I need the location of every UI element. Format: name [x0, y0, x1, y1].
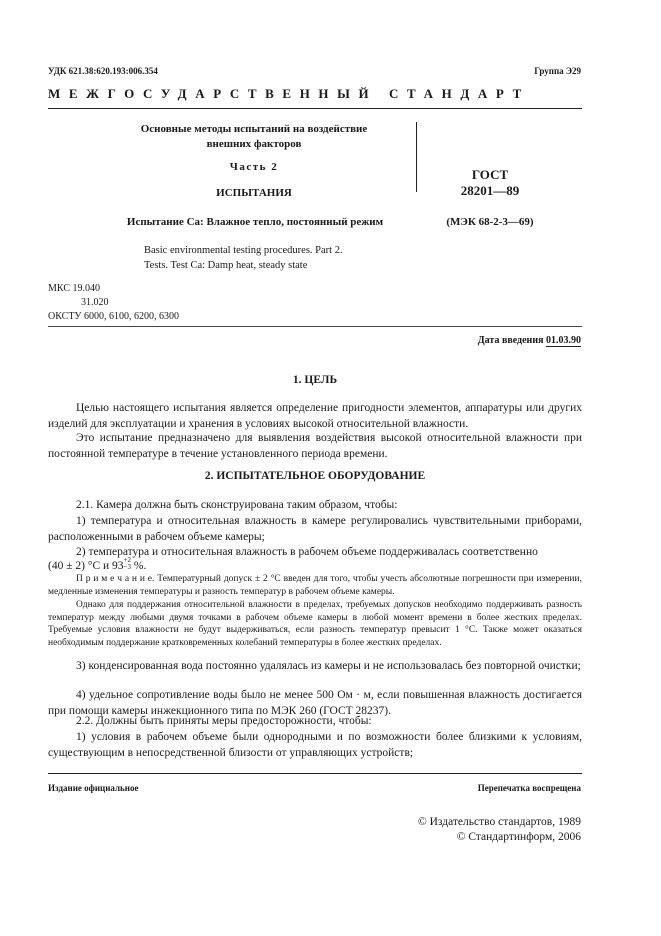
- tests-label: ИСПЫТАНИЯ: [216, 187, 292, 199]
- standard-title: [48, 86, 530, 102]
- clause-2-2: 2.2. Должны быть приняты меры предосторожности, чтобы:: [76, 715, 372, 727]
- title-main: [134, 122, 374, 152]
- copyright-line-2: © Стандартинформ, 2006: [456, 831, 581, 843]
- iec-number: (МЭК 68-2-3—69): [446, 216, 534, 228]
- codes-divider: [48, 326, 582, 327]
- test-ca-label: Испытание Са: Влажное тепло, постоянный режим: [126, 216, 384, 228]
- copyright-line-1: © Издательство стандартов, 1989: [417, 816, 581, 828]
- intro-date: [478, 335, 581, 346]
- humidity-tolerance: [124, 557, 131, 571]
- title-vertical-divider: [416, 122, 417, 192]
- standard-title-text: МЕЖГОСУДАРСТВЕННЫЙ СТАНДАРТ: [48, 86, 530, 101]
- english-title-line-1: Basic environmental testing procedures. Part 2.: [144, 245, 343, 256]
- title-line-2: внешних факторов: [206, 138, 302, 150]
- header-divider: [48, 108, 582, 109]
- humidity-tolerance-minus: −3: [123, 563, 131, 572]
- note-text-1: Температурный допуск ± 2 °С введен для того, чтобы учесть абсолютные погрешности при измерении, медленные изменения температуры и разность температур в рабочем объеме камеры.: [48, 574, 582, 597]
- note-paragraph-1: [48, 573, 582, 598]
- title-line-1: Основные методы испытаний на воздействие: [140, 123, 368, 135]
- clause-2-1-item-3: 3) конденсированная вода постоянно удалялась из камеры и не использовалась без повторной очистки;: [76, 660, 581, 672]
- section-1-heading: 1. ЦЕЛЬ: [292, 374, 338, 386]
- item-2-value-post: %.: [130, 560, 147, 572]
- clause-2-1: 2.1. Камера должна быть сконструирована таким образом, чтобы:: [76, 499, 398, 511]
- group-code: Группа Э29: [534, 66, 581, 76]
- intro-date-label: Дата введения: [477, 335, 546, 346]
- mks-line-2: 31.020: [81, 297, 109, 308]
- clause-2-2-item-1: 1) условия в рабочем объеме были однородными и по возможности более близкими к условиям, существующим в непосредственной близости от управляющих устройств;: [48, 731, 582, 759]
- copyright-block: [418, 815, 581, 845]
- item-2-value-pre: (40 ± 2) °С и 93: [48, 560, 124, 572]
- note-label: П р и м е ч а н и е.: [76, 574, 155, 584]
- clause-2-1-item-4: 4) удельное сопротивление воды было не менее 500 Ом · м, если повышенная влажность достигается при помощи камеры инжекционного типа по МЭК 260 (ГОСТ 28237).: [48, 689, 582, 717]
- gost-block: [430, 167, 550, 199]
- gost-label: ГОСТ: [471, 167, 509, 182]
- intro-date-value: 01.03.90: [546, 335, 581, 346]
- okstu-line: ОКСТУ 6000, 6100, 6200, 6300: [48, 311, 180, 322]
- edition-label: Издание официальное: [48, 783, 139, 793]
- english-title-line-2: Tests. Test Ca: Damp heat, steady state: [144, 260, 308, 271]
- part-label: Часть 2: [229, 161, 279, 173]
- section-1-paragraph-2: Это испытание предназначено для выявления воздействия высокой относительной влажности при постоянной температуре в течение установленного периода времени.: [48, 432, 582, 460]
- gost-number: 28201—89: [460, 183, 520, 198]
- english-title: [144, 243, 343, 273]
- section-1-paragraph-1: Целью настоящего испытания является определение пригодности элементов, аппаратуры или других изделий для эксплуатации и хранения в условиях высокой относительной влажности.: [48, 402, 582, 430]
- note-paragraph-2: Однако для поддержания относительной влажности в пределах, требуемых допусков необходимо поддерживать разность температур между любыми двумя точками в рабочем объеме камеры в любой момент времени в более жестких пределах. Требуемые условия влажности не будут выдерживаться, если разность температур превысит 1 °С. Также может оказаться необходимым поддержание кратковременных колебаний температуры в более жестких пределах.: [48, 600, 582, 648]
- humidity-tolerance-plus: +2: [123, 556, 131, 565]
- udk-code: УДК 621.38:620.193:006.354: [48, 66, 158, 76]
- clause-2-1-item-2: 2) температура и относительная влажность в рабочем объеме поддерживалась соответственно: [76, 546, 538, 558]
- clause-2-1-item-1: 1) температура и относительная влажность в камере регулировались чувствительными приборами, расположенными в рабочем объеме камеры;: [48, 515, 582, 543]
- mks-line-1: МКС 19.040: [48, 283, 100, 294]
- classification-codes: [48, 282, 179, 324]
- reprint-label: Перепечатка воспрещена: [477, 783, 581, 793]
- footer-divider: [48, 773, 582, 774]
- section-2-heading: 2. ИСПЫТАТЕЛЬНОЕ ОБОРУДОВАНИЕ: [204, 470, 426, 482]
